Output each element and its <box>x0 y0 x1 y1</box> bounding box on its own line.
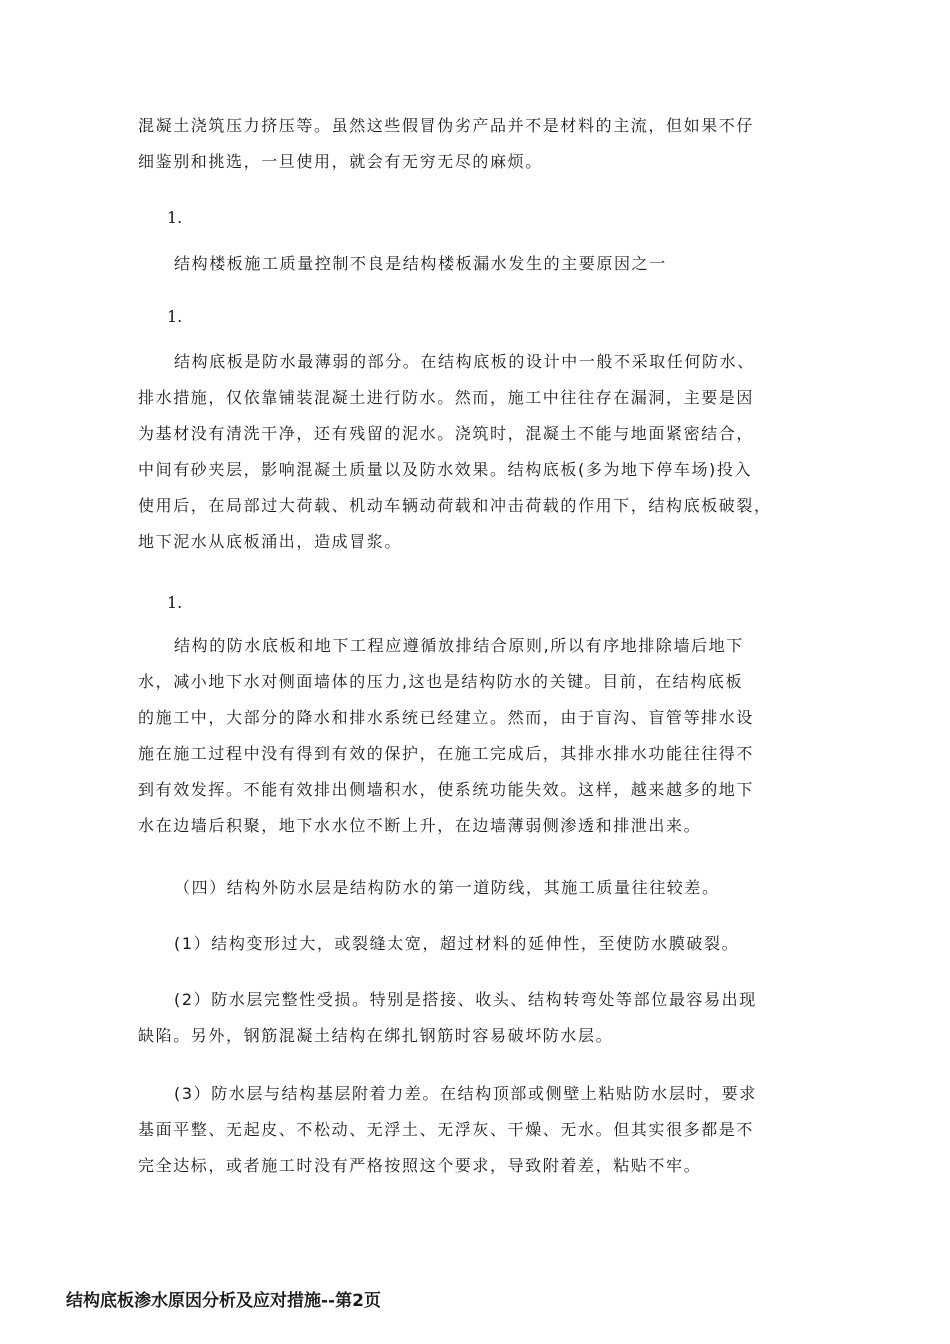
list-number: 1. <box>167 307 183 326</box>
section-heading: （四）结构外防水层是结构防水的第一道防线，其施工质量往往较差。 <box>174 878 720 897</box>
paragraph-line: 水，减小地下水对侧面墙体的压力,这也是结构防水的关键。目前，在结构底板 <box>138 672 744 691</box>
list-number: 1. <box>167 208 183 227</box>
page-footer: 结构底板渗水原因分析及应对措施--第2页 <box>66 1291 381 1311</box>
paragraph-line: 到有效发挥。不能有效排出侧墙积水，使系统功能失效。这样，越来越多的地下 <box>138 780 755 799</box>
paragraph-line: 排水措施，仅依靠铺装混凝土进行防水。然而，施工中往往存在漏洞，主要是因 <box>138 388 755 407</box>
list-item-continuation: 完全达标，或者施工时没有严格按照这个要求，导致附着差，粘贴不牢。 <box>138 1156 702 1175</box>
list-item: (1）结构变形过大，或裂缝太宽，超过材料的延伸性，至使防水膜破裂。 <box>174 934 740 953</box>
paragraph-line: 的施工中，大部分的降水和排水系统已经建立。然而，由于盲沟、盲管等排水设 <box>138 708 755 727</box>
section-heading: 结构楼板施工质量控制不良是结构楼板漏水发生的主要原因之一 <box>174 254 667 273</box>
list-item-continuation: 缺陷。另外，钢筋混凝土结构在绑扎钢筋时容易破坏防水层。 <box>138 1026 614 1045</box>
list-item: (3）防水层与结构基层附着力差。在结构顶部或侧壁上粘贴防水层时，要求 <box>174 1084 757 1103</box>
list-item: (2）防水层完整性受损。特别是搭接、收头、结构转弯处等部位最容易出现 <box>174 990 757 1009</box>
paragraph-line: 使用后，在局部过大荷载、机动车辆动荷载和冲击荷载的作用下，结构底板破裂， <box>138 496 772 515</box>
paragraph-line: 施在施工过程中没有得到有效的保护，在施工完成后，其排水排水功能往往得不 <box>138 744 755 763</box>
paragraph-line: 为基材没有清洗干净，还有残留的泥水。浇筑时，混凝土不能与地面紧密结合， <box>138 424 755 443</box>
paragraph-line: 细鉴别和挑选，一旦使用，就会有无穷无尽的麻烦。 <box>138 152 543 171</box>
list-item-continuation: 基面平整、无起皮、不松动、无浮土、无浮灰、干燥、无水。但其实很多都是不 <box>138 1120 755 1139</box>
paragraph-line: 中间有砂夹层，影响混凝土质量以及防水效果。结构底板(多为地下停车场)投入 <box>138 460 753 479</box>
paragraph-line: 地下泥水从底板涌出，造成冒浆。 <box>138 532 403 551</box>
paragraph-line: 结构底板是防水最薄弱的部分。在结构底板的设计中一般不采取任何防水、 <box>174 352 755 371</box>
paragraph-line: 水在边墙后积聚，地下水水位不断上升，在边墙薄弱侧渗透和排泄出来。 <box>138 816 702 835</box>
list-number: 1. <box>167 593 183 612</box>
paragraph-line: 结构的防水底板和地下工程应遵循放排结合原则,所以有序地排除墙后地下 <box>174 636 744 655</box>
paragraph-line: 混凝土浇筑压力挤压等。虽然这些假冒伪劣产品并不是材料的主流，但如果不仔 <box>138 116 755 135</box>
